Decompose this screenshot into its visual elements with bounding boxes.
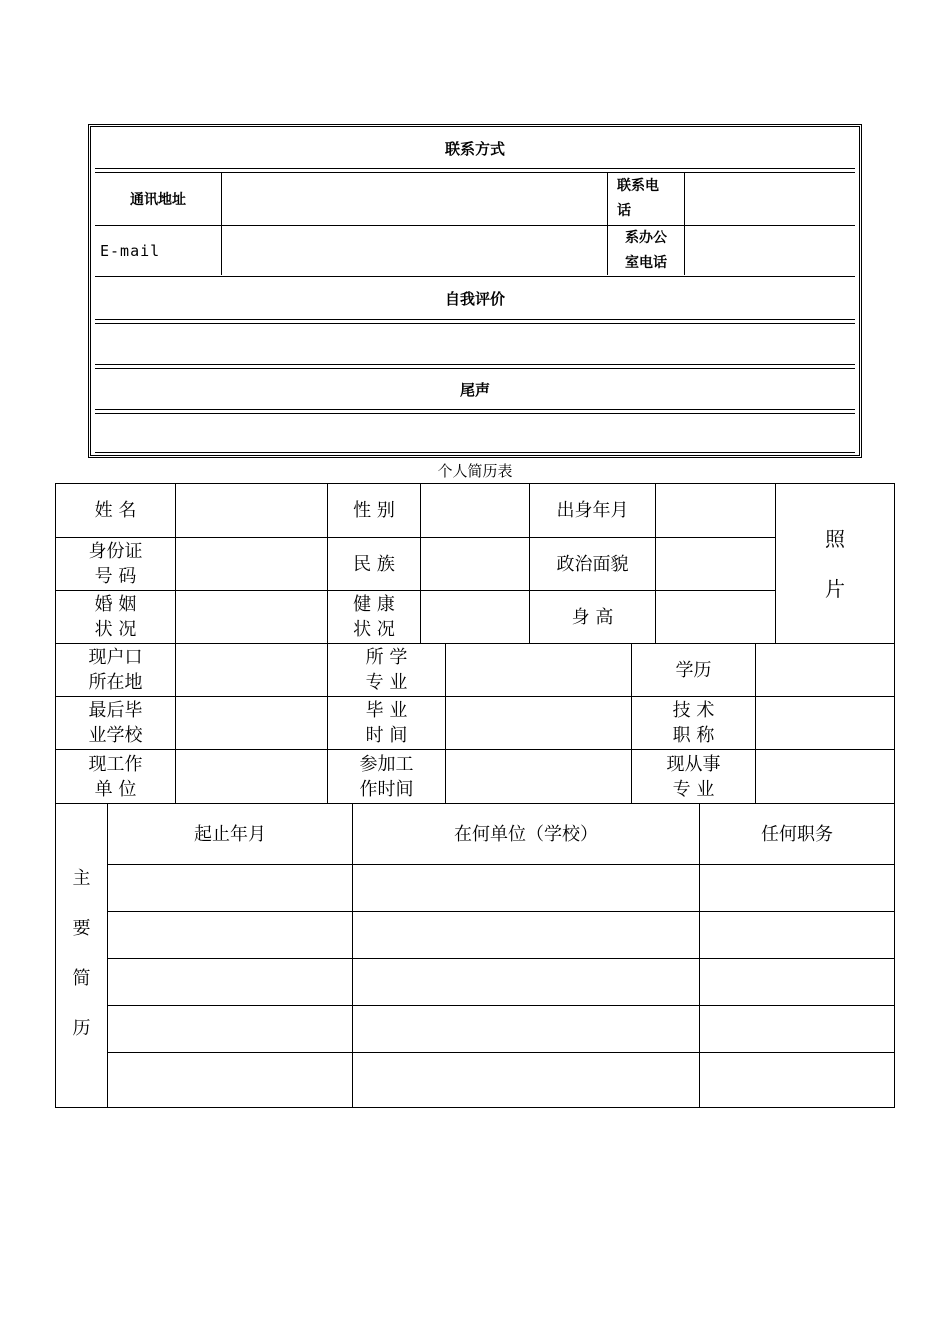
office-phone-label-line-2: 室电话: [625, 254, 667, 271]
history-row-5-period[interactable]: [108, 1053, 352, 1107]
phone-value[interactable]: [685, 173, 855, 225]
employer-label: [56, 750, 175, 803]
employer-label-2: 单 位: [94, 778, 137, 800]
tech-title-label: [632, 697, 755, 749]
name-label: 姓 名: [94, 500, 137, 521]
office-phone-label-line-1: 系办公: [625, 229, 667, 246]
photo-label-1: 照: [825, 526, 845, 551]
history-label-char-1: 主: [72, 868, 91, 889]
gender-value[interactable]: [421, 484, 529, 537]
history-row-2-position[interactable]: [700, 912, 894, 958]
history-row-3-period[interactable]: [108, 959, 352, 1005]
major-label-2: 专 业: [365, 672, 408, 693]
history-header-employer: 在何单位（学校）: [454, 823, 598, 845]
work-start-label-2: 作时间: [359, 778, 414, 800]
health-label-1: 健 康: [353, 594, 395, 615]
current-major-label-2: 专 业: [672, 778, 715, 800]
hukou-label-1: 现户口: [88, 647, 143, 668]
contact-grid: [95, 172, 855, 275]
history-row-3-employer[interactable]: [353, 959, 699, 1005]
height-value[interactable]: [656, 591, 775, 643]
grad-time-value[interactable]: [446, 697, 631, 749]
school-label: [56, 697, 175, 749]
name-value[interactable]: [176, 484, 327, 537]
self-eval-title: 自我评价: [95, 276, 855, 320]
birth-value[interactable]: [656, 484, 775, 537]
major-value[interactable]: [446, 644, 631, 696]
ending-title: 尾声: [95, 368, 855, 410]
height-label: 身 高: [571, 606, 614, 628]
employer-value[interactable]: [176, 750, 327, 803]
gender-label: 性 别: [353, 500, 395, 521]
office-phone-value[interactable]: [685, 226, 855, 275]
hukou-value[interactable]: [176, 644, 327, 696]
work-start-label-1: 参加工: [359, 753, 414, 775]
phone-label-line-2: 话: [617, 203, 631, 219]
education-label: 学历: [675, 659, 712, 681]
history-row-1-period[interactable]: [108, 865, 352, 911]
major-label: [328, 644, 445, 696]
hukou-label: [56, 644, 175, 696]
health-label: [328, 591, 420, 643]
history-row-5-position[interactable]: [700, 1053, 894, 1107]
work-start-label: [328, 750, 445, 803]
id-value[interactable]: [176, 538, 327, 590]
email-label: E-mail: [100, 241, 161, 260]
health-label-2: 状 况: [353, 619, 395, 640]
tech-title-label-2: 职 称: [672, 725, 715, 746]
address-value[interactable]: [222, 173, 607, 225]
work-start-value[interactable]: [446, 750, 631, 803]
history-row-2-period[interactable]: [108, 912, 352, 958]
education-value[interactable]: [756, 644, 894, 696]
grad-time-label-1: 毕 业: [365, 700, 408, 721]
ending-content[interactable]: [95, 413, 855, 453]
grad-time-label-2: 时 间: [365, 725, 408, 746]
id-label-2: 号 码: [94, 566, 137, 587]
id-label-1: 身份证: [88, 541, 143, 562]
history-label-char-4: 历: [72, 1018, 91, 1039]
current-major-label: [632, 750, 755, 803]
major-label-1: 所 学: [365, 647, 408, 668]
history-row-4-employer[interactable]: [353, 1006, 699, 1052]
marital-label-2: 状 况: [94, 619, 137, 640]
history-row-3-position[interactable]: [700, 959, 894, 1005]
hukou-label-2: 所在地: [88, 672, 143, 693]
ethnicity-label: 民 族: [353, 553, 395, 575]
contact-section-title: 联系方式: [95, 129, 855, 169]
health-value[interactable]: [421, 591, 529, 643]
history-side-label: [56, 854, 107, 1094]
marital-label: [56, 591, 175, 643]
address-label: 通讯地址: [130, 192, 186, 208]
phone-label: [608, 173, 684, 225]
school-value[interactable]: [176, 697, 327, 749]
ethnicity-value[interactable]: [421, 538, 529, 590]
grad-time-label: [328, 697, 445, 749]
history-row-5-employer[interactable]: [353, 1053, 699, 1107]
resume-title: 个人简历表: [437, 462, 513, 480]
school-label-1: 最后毕: [88, 700, 143, 721]
history-row-1-position[interactable]: [700, 865, 894, 911]
employer-label-1: 现工作: [88, 753, 143, 775]
history-row-4-position[interactable]: [700, 1006, 894, 1052]
tech-title-value[interactable]: [756, 697, 894, 749]
history-header-position: 任何职务: [761, 823, 833, 845]
political-label: 政治面貌: [556, 553, 629, 575]
email-value[interactable]: [222, 226, 607, 275]
current-major-value[interactable]: [756, 750, 894, 803]
current-major-label-1: 现从事: [666, 753, 721, 775]
marital-label-1: 婚 姻: [94, 594, 137, 615]
history-label-char-2: 要: [72, 918, 91, 939]
contact-table: [88, 124, 862, 458]
political-value[interactable]: [656, 538, 775, 590]
history-row-1-employer[interactable]: [353, 865, 699, 911]
history-row-2-employer[interactable]: [353, 912, 699, 958]
photo-label-2: 片: [825, 576, 845, 601]
birth-label: 出身年月: [556, 500, 629, 521]
phone-label-line-1: 联系电: [617, 178, 659, 194]
marital-value[interactable]: [176, 591, 327, 643]
history-row-4-period[interactable]: [108, 1006, 352, 1052]
school-label-2: 业学校: [88, 725, 143, 746]
id-label: [56, 538, 175, 590]
office-phone-label: [608, 226, 684, 275]
history-label-char-3: 简: [72, 968, 91, 989]
tech-title-label-1: 技 术: [672, 700, 715, 721]
resume-table: [55, 483, 895, 1108]
history-header-period: 起止年月: [194, 823, 266, 845]
photo-area[interactable]: [776, 484, 894, 643]
self-eval-content[interactable]: [95, 323, 855, 365]
